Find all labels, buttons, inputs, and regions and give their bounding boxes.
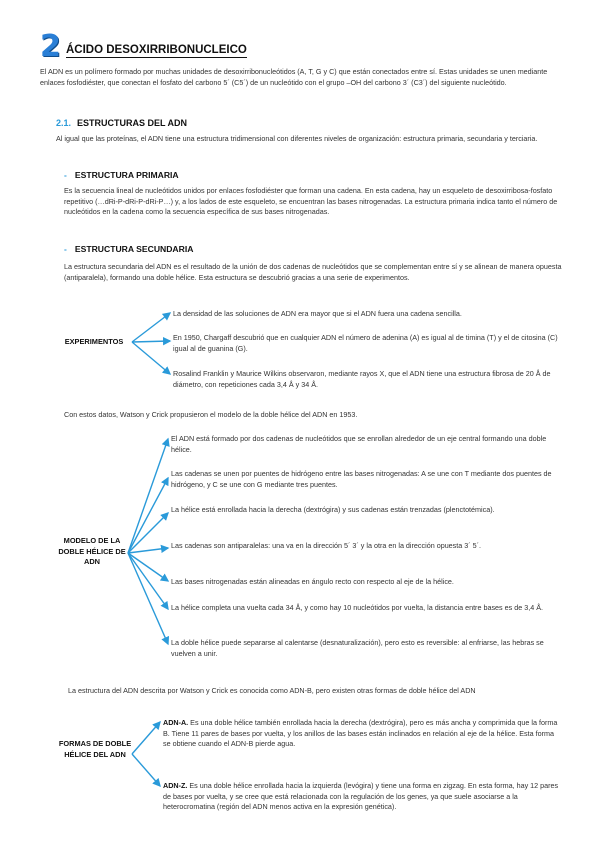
secundaria-paragraph: La estructura secundaria del ADN es el resultado de la unión de dos cadenas de nucleótidos que se complementan entre sí y se alinean de manera opuesta (antiparalela), formando una doble hélice. Esta estructura se descubrió gracias a una serie de experimentos. <box>64 262 562 282</box>
section-paragraph: Al igual que las proteínas, el ADN tiene una estructura tridimensional con diferentes niveles de organización: estructura primaria, secundaria y terciaria. <box>56 134 538 143</box>
forma-term: ADN-A. <box>163 718 189 727</box>
modelo-item: Las cadenas se unen por puentes de hidrógeno entre las bases nitrogenadas: A se une con T mediante dos puentes de hidrógeno, y C se une con G mediante tres puentes. <box>171 469 552 489</box>
modelo-item: La doble hélice puede separarse al calentarse (desnaturalización), pero esto es reversible: al enfriarse, las hebras se vuelven a unir. <box>171 638 544 658</box>
arrow-exp-3 <box>132 342 170 374</box>
arrow-mod-3 <box>128 513 168 553</box>
secundaria-title: ESTRUCTURA SECUNDARIA <box>74 244 194 254</box>
forma-text: Es una doble hélice enrollada hacia la izquierda (levógira) y tiene una forma en zigzag. En esta forma, hay 12 pares de bases por vuelta, y se cree que está relacionada con la regulación de los genes, ya que suele asociarse a la heterocromatina (región del ADN menos activa en la expresión genética). <box>163 781 559 812</box>
arrow-exp-1 <box>132 313 170 342</box>
arrow-forma-1 <box>132 722 160 754</box>
section-number-badge: 2 <box>40 29 61 64</box>
arrow-mod-6 <box>128 553 168 609</box>
modelo-item: La hélice completa una vuelta cada 34 Å, y como hay 10 nucleótidos por vuelta, la distancia entre bases es de 3,4 Å. <box>171 603 543 612</box>
section-heading-number: 2.1. <box>56 118 72 128</box>
primaria-title: ESTRUCTURA PRIMARIA <box>74 170 179 180</box>
intro-paragraph: El ADN es un polímero formado por muchas unidades de desoxirribonucleótidos (A, T, G y C) que están conectados entre sí. Estas unidades se unen mediante enlaces fosfodiéster, que conectan el fosfato del carbono 5´ (C5´) de un nucleótido con el grupo –OH del carbono 3´ (C3´) del siguiente nucleótido. <box>40 67 548 87</box>
primaria-paragraph: Es la secuencia lineal de nucleótidos unidos por enlaces fosfodiéster que forman una cadena. En esta cadena, hay un esqueleto de desoxirribosa-fosfato repetitivo (…dRi-P-dRi-P-dRi-P…) y, a los lados de este esqueleto, se encuentran las bases nitrogenadas. La estructura primaria indica tanto el número de nucleótidos en la cadena como la secuencia específica de sus bases nitrogenadas. <box>64 186 558 217</box>
modelo-item: Las bases nitrogenadas están alineadas en ángulo recto con respecto al eje de la hélice. <box>171 577 454 586</box>
arrow-mod-4 <box>128 548 168 553</box>
modelo-item: La hélice está enrollada hacia la derecha (dextrógira) y sus cadenas están trenzadas (plenctotémica). <box>171 505 495 514</box>
modelo-item: El ADN está formado por dos cadenas de nucleótidos que se enrollan alrededor de un eje central formando una doble hélice. <box>171 434 547 454</box>
modelo-label: MODELO DE LA DOBLE HÉLICE DE ADN <box>58 536 126 566</box>
forma-item <box>163 781 563 813</box>
arrow-mod-1 <box>128 439 168 553</box>
forma-term: ADN-Z. <box>163 781 188 790</box>
modelo-item: Las cadenas son antiparalelas: una va en la dirección 5´ 3´ y la otra en la dirección opuesta 3´ 5´. <box>171 541 482 550</box>
arrow-exp-2 <box>132 341 170 342</box>
watson-crick-paragraph: Con estos datos, Watson y Crick propusieron el modelo de la doble hélice del ADN en 1953. <box>64 410 358 419</box>
adn-b-paragraph: La estructura del ADN descrita por Watson y Crick es conocida como ADN-B, pero existen otras formas de doble hélice del ADN <box>68 686 476 695</box>
arrow-forma-2 <box>132 754 160 786</box>
section-heading-title: ESTRUCTURAS DEL ADN <box>77 118 188 128</box>
experimento-item: Rosalind Franklin y Maurice Wilkins observaron, mediante rayos X, que el ADN tiene una estructura fibrosa de 20 Å de diámetro, con repeticiones cada 3,4 Å y 34 Å. <box>173 369 551 389</box>
experimento-item: La densidad de las soluciones de ADN era mayor que si el ADN fuera una cadena sencilla. <box>173 309 462 318</box>
experimentos-label: EXPERIMENTOS <box>64 337 124 346</box>
arrow-mod-2 <box>128 478 168 553</box>
secundaria-dash: - <box>64 244 67 254</box>
forma-text: Es una doble hélice también enrollada hacia la derecha (dextrógira), pero es más ancha y comprimida que la forma B. Tiene 11 pares de bases por vuelta, y los anillos de las bases están inclinados en relación al eje de la hélice. Esta forma se obtiene cuando el ADN-B pierde agua. <box>163 718 558 749</box>
experimento-item: En 1950, Chargaff descubrió que en cualquier ADN el número de adenina (A) es igual al de timina (T) y el de citosina (C) igual al de guanina (G). <box>173 333 558 353</box>
formas-label: FORMAS DE DOBLE HÉLICE DEL ADN <box>58 739 132 759</box>
forma-item <box>163 718 563 750</box>
primaria-dash: - <box>64 170 67 180</box>
page-title: ÁCIDO DESOXIRRIBONUCLEICO <box>66 44 247 56</box>
